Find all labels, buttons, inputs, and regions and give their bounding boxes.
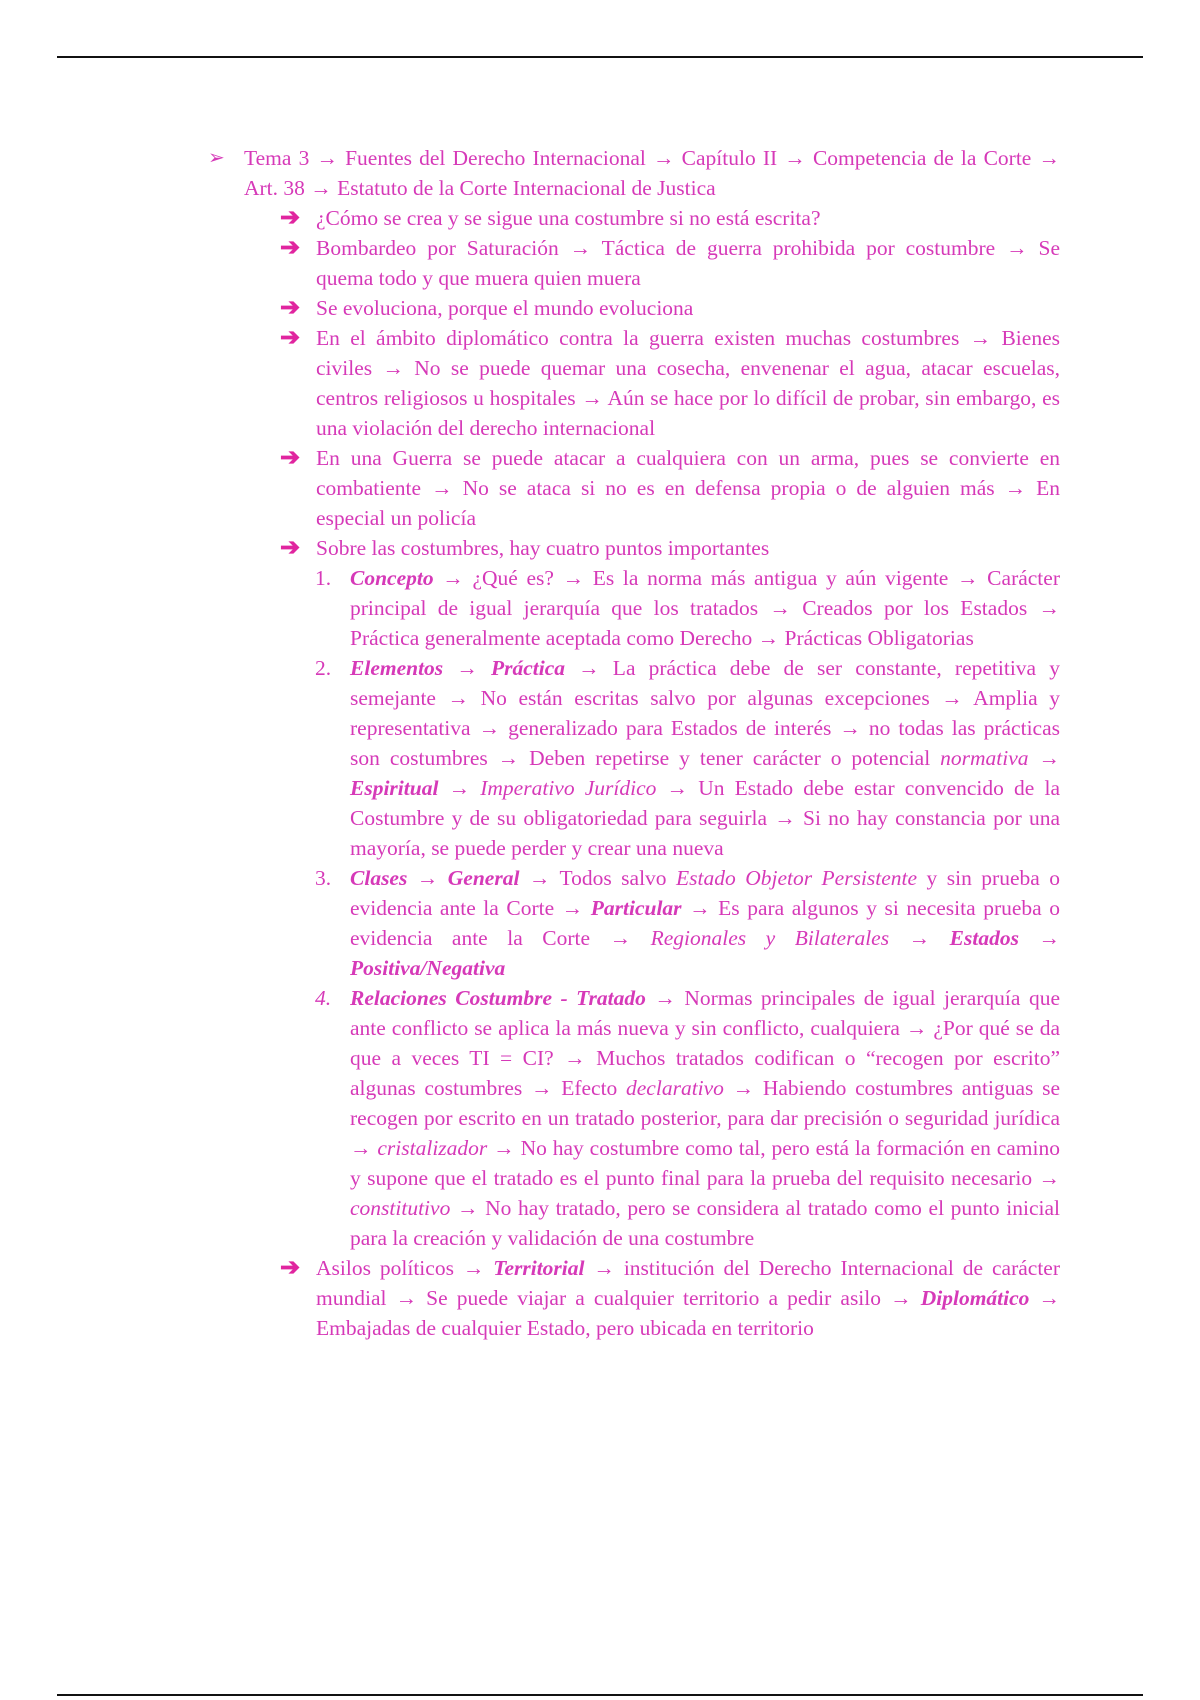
bullet-text: Sobre las costumbres, hay cuatro puntos importantes [316, 536, 770, 560]
italic-term: cristalizador [377, 1136, 488, 1160]
subtitle: Práctica [490, 656, 566, 680]
bullet-text: En el ámbito diplomático contra la guerra existen muchas costumbres → Bienes civiles → No se puede quemar una cosecha, envenenar el agua, atacar escuelas, centros religiosos u hospitales → Aún se hace por lo difícil de probar, sin embargo, es una violación del derecho internacional [316, 326, 1060, 440]
bullet-text: Se evoluciona, porque el mundo evoluciona [316, 296, 694, 320]
subtitle: General [447, 866, 520, 890]
bullet-item [280, 323, 1060, 443]
arrowhead-bullet-icon: ➢ [208, 147, 225, 169]
item-text: → ¿Qué es? → Es la norma más antigua y aún vigente → Carácter principal de igual jerarquía que los tratados → Creados por los Estados → Práctica generalmente aceptada como Derecho → Prácticas Obligatorias [350, 566, 1060, 650]
text-segment: → La práctica debe de ser constante, repetitiva y semejante → No están escritas salvo por algunas excepciones → Amplia y representativa → generalizado para Estados de interés → no todas las prácticas son costumbres → Deben repetirse y tener carácter o potencial [350, 656, 1060, 770]
text-segment: → [1028, 746, 1060, 770]
italic-term: Regionales y Bilaterales [650, 926, 890, 950]
item-title: Elementos [350, 656, 444, 680]
arrow-bullet-icon: ➔ [280, 295, 301, 321]
subtitle: Positiva/Negativa [350, 956, 506, 980]
italic-term: normativa [940, 746, 1029, 770]
text-segment: y sin prueba o evidencia ante la Corte → [350, 866, 1060, 920]
subtitle: Espiritual [350, 776, 439, 800]
text-segment: → institución del Derecho Internacional de carácter mundial → Se puede viajar a cualquier territorio a pedir asilo → [316, 1256, 1060, 1310]
bullet-text: ¿Cómo se crea y se sigue una costumbre si no está escrita? [316, 206, 821, 230]
header-rule [57, 56, 1143, 58]
list-number: 1. [315, 566, 332, 590]
text-segment: → No hay costumbre como tal, pero está la formación en camino y supone que el tratado es el punto final para la prueba del requisito necesario → [350, 1136, 1060, 1190]
arrow-bullet-icon: ➔ [280, 325, 301, 351]
subtitle: Territorial [493, 1256, 585, 1280]
bullet-text: Bombardeo por Saturación → Táctica de guerra prohibida por costumbre → Se quema todo y que muera quien muera [316, 236, 1060, 290]
list-number: 2. [315, 656, 332, 680]
numbered-item-concepto [315, 563, 1060, 653]
text-segment: → [1018, 926, 1060, 950]
subtitle: Estados [949, 926, 1019, 950]
text-segment: → Habiendo costumbres antiguas se recogen por escrito en un tratado posterior, para dar precisión o seguridad jurídica → [350, 1076, 1061, 1160]
bullet-item-asilos [280, 1253, 1061, 1343]
footer-rule [57, 1694, 1143, 1696]
bullet-item [280, 203, 1060, 233]
text-segment: → Todos salvo [519, 866, 677, 890]
text-segment: → [443, 656, 491, 680]
bullet-item [280, 293, 1060, 323]
arrow-bullet-icon: ➔ [280, 1255, 301, 1281]
item-title: Concepto [350, 566, 434, 590]
tema-text: Tema 3 → Fuentes del Derecho Internacional → Capítulo II → Competencia de la Corte → Art. 38 → Estatuto de la Corte Internacional de Justica [244, 146, 1060, 200]
text-segment: → No hay tratado, pero se considera al tratado como el punto inicial para la creación y validación de una costumbre [350, 1196, 1060, 1250]
italic-term: Imperativo Jurídico [480, 776, 657, 800]
arrow-bullet-icon: ➔ [280, 235, 301, 261]
arrow-bullet-icon: ➔ [280, 205, 301, 231]
list-number: 3. [315, 866, 332, 890]
list-number: 4. [315, 986, 332, 1010]
numbered-item-clases [315, 863, 1060, 983]
text-segment: → [889, 926, 950, 950]
arrow-bullet-icon: ➔ [280, 535, 301, 561]
bullet-text: En una Guerra se puede atacar a cualquiera con un arma, pues se convierte en combatiente → No se ataca si no es en defensa propia o de alguien más → En especial un policía [316, 446, 1060, 530]
text-segment: Asilos políticos → [316, 1256, 494, 1280]
text-segment: → Es para algunos y si necesita prueba o evidencia ante la Corte → [350, 896, 1060, 950]
bullet-item [280, 443, 1060, 533]
item-title: Relaciones Costumbre - Tratado [350, 986, 646, 1010]
tema-heading [208, 143, 1060, 203]
italic-term: constitutivo [350, 1196, 451, 1220]
arrow-bullet-icon: ➔ [280, 445, 301, 471]
italic-term: declarativo [626, 1076, 724, 1100]
document-body [0, 143, 1200, 1343]
text-segment: → [407, 866, 448, 890]
item-title: Clases [350, 866, 408, 890]
text-segment: → Embajadas de cualquier Estado, pero ubicada en territorio [316, 1286, 1061, 1340]
text-segment: → Un Estado debe estar convencido de la Costumbre y de su obligatoriedad para seguirla → Si no hay constancia por una mayoría, se puede perder y crear una nueva [350, 776, 1060, 860]
text-segment: → [438, 776, 481, 800]
italic-term: Estado Objetor Persistente [676, 866, 918, 890]
subtitle: Diplomático [920, 1286, 1030, 1310]
numbered-item-elementos [315, 653, 1060, 863]
text-segment: → Normas principales de igual jerarquía que ante conflicto se aplica la más nueva y sin conflicto, cualquiera → ¿Por qué se da que a veces TI = CI? → Muchos tratados codifican o “recogen por escrito” algunas costumbres → Efecto [350, 986, 1060, 1100]
bullet-item [280, 533, 1060, 563]
numbered-item-relaciones [315, 983, 1061, 1253]
subtitle: Particular [590, 896, 682, 920]
bullet-item [280, 233, 1060, 293]
